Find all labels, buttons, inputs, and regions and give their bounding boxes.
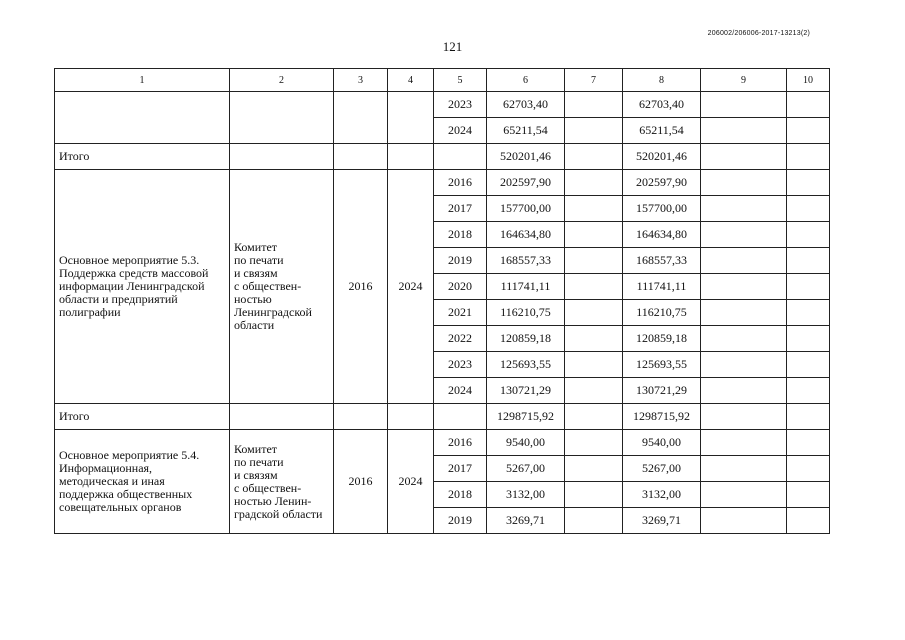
col9-cell [701, 300, 787, 326]
amount-total-cell: 125693,55 [487, 352, 565, 378]
year-cell: 2020 [434, 274, 487, 300]
col7-cell [565, 92, 623, 118]
col10-cell [787, 300, 830, 326]
amount-total-cell: 116210,75 [487, 300, 565, 326]
total-regional-cell: 1298715,92 [623, 404, 701, 430]
total-amount-cell: 520201,46 [487, 144, 565, 170]
empty-cell [434, 404, 487, 430]
year-cell: 2018 [434, 482, 487, 508]
col10-cell [787, 222, 830, 248]
table-row [55, 92, 830, 118]
col-header-5: 5 [434, 69, 487, 92]
col7-cell [565, 274, 623, 300]
budget-table [54, 68, 830, 534]
col10-cell [787, 404, 830, 430]
amount-total-cell: 9540,00 [487, 430, 565, 456]
col10-cell [787, 378, 830, 404]
col7-cell [565, 508, 623, 534]
col7-cell [565, 378, 623, 404]
col9-cell [701, 170, 787, 196]
amount-regional-cell: 164634,80 [623, 222, 701, 248]
col10-cell [787, 274, 830, 300]
amount-total-cell: 3269,71 [487, 508, 565, 534]
col7-cell [565, 144, 623, 170]
year-cell: 2023 [434, 92, 487, 118]
end-year: 2024 [388, 170, 434, 404]
amount-regional-cell: 111741,11 [623, 274, 701, 300]
total-regional-cell: 520201,46 [623, 144, 701, 170]
amount-total-cell: 168557,33 [487, 248, 565, 274]
col7-cell [565, 170, 623, 196]
col10-cell [787, 196, 830, 222]
col10-cell [787, 482, 830, 508]
amount-regional-cell: 120859,18 [623, 326, 701, 352]
col10-cell [787, 170, 830, 196]
year-cell: 2017 [434, 456, 487, 482]
empty-cell [334, 92, 388, 144]
col7-cell [565, 352, 623, 378]
col10-cell [787, 508, 830, 534]
empty-cell [55, 92, 230, 144]
col7-cell [565, 248, 623, 274]
amount-total-cell: 5267,00 [487, 456, 565, 482]
col-header-4: 4 [388, 69, 434, 92]
end-year: 2024 [388, 430, 434, 534]
col-header-2: 2 [230, 69, 334, 92]
col10-cell [787, 92, 830, 118]
col10-cell [787, 326, 830, 352]
col9-cell [701, 378, 787, 404]
year-cell: 2023 [434, 352, 487, 378]
year-cell: 2018 [434, 222, 487, 248]
col7-cell [565, 482, 623, 508]
col-header-9: 9 [701, 69, 787, 92]
col7-cell [565, 404, 623, 430]
document-code: 206002/206006-2017-13213(2) [707, 30, 810, 37]
amount-regional-cell: 157700,00 [623, 196, 701, 222]
year-cell: 2021 [434, 300, 487, 326]
col9-cell [701, 508, 787, 534]
empty-cell [334, 404, 388, 430]
year-cell: 2019 [434, 248, 487, 274]
empty-cell [230, 404, 334, 430]
amount-total-cell: 65211,54 [487, 118, 565, 144]
col-header-1: 1 [55, 69, 230, 92]
empty-cell [388, 92, 434, 144]
col-header-8: 8 [623, 69, 701, 92]
col7-cell [565, 222, 623, 248]
col9-cell [701, 482, 787, 508]
amount-total-cell: 111741,11 [487, 274, 565, 300]
amount-total-cell: 202597,90 [487, 170, 565, 196]
col-header-7: 7 [565, 69, 623, 92]
col-header-6: 6 [487, 69, 565, 92]
col7-cell [565, 430, 623, 456]
col9-cell [701, 430, 787, 456]
amount-total-cell: 3132,00 [487, 482, 565, 508]
page-number: 121 [442, 39, 463, 54]
col7-cell [565, 118, 623, 144]
year-cell: 2024 [434, 378, 487, 404]
col-header-10: 10 [787, 69, 830, 92]
table-row [55, 170, 830, 196]
start-year: 2016 [334, 430, 388, 534]
amount-regional-cell: 3132,00 [623, 482, 701, 508]
total-label: Итого [55, 404, 230, 430]
header-row [55, 69, 830, 92]
amount-regional-cell: 62703,40 [623, 92, 701, 118]
col9-cell [701, 118, 787, 144]
col9-cell [701, 248, 787, 274]
empty-cell [334, 144, 388, 170]
empty-cell [434, 144, 487, 170]
amount-regional-cell: 125693,55 [623, 352, 701, 378]
year-cell: 2024 [434, 118, 487, 144]
col9-cell [701, 456, 787, 482]
col10-cell [787, 456, 830, 482]
amount-total-cell: 62703,40 [487, 92, 565, 118]
year-cell: 2016 [434, 170, 487, 196]
executor-name: Комитет по печати и связям с обществен- ностью Ленинградской области [230, 170, 334, 404]
col10-cell [787, 144, 830, 170]
total-row [55, 404, 830, 430]
start-year: 2016 [334, 170, 388, 404]
total-row [55, 144, 830, 170]
empty-cell [230, 144, 334, 170]
amount-regional-cell: 116210,75 [623, 300, 701, 326]
amount-regional-cell: 130721,29 [623, 378, 701, 404]
amount-total-cell: 157700,00 [487, 196, 565, 222]
col7-cell [565, 456, 623, 482]
col9-cell [701, 274, 787, 300]
amount-regional-cell: 5267,00 [623, 456, 701, 482]
col9-cell [701, 196, 787, 222]
col9-cell [701, 326, 787, 352]
empty-cell [388, 404, 434, 430]
amount-total-cell: 120859,18 [487, 326, 565, 352]
col9-cell [701, 352, 787, 378]
empty-cell [230, 92, 334, 144]
col10-cell [787, 248, 830, 274]
year-cell: 2016 [434, 430, 487, 456]
col9-cell [701, 144, 787, 170]
amount-regional-cell: 9540,00 [623, 430, 701, 456]
amount-regional-cell: 65211,54 [623, 118, 701, 144]
year-cell: 2019 [434, 508, 487, 534]
amount-total-cell: 130721,29 [487, 378, 565, 404]
amount-regional-cell: 3269,71 [623, 508, 701, 534]
col7-cell [565, 196, 623, 222]
col9-cell [701, 92, 787, 118]
col10-cell [787, 430, 830, 456]
empty-cell [388, 144, 434, 170]
activity-name: Основное мероприятие 5.4. Информационная, методическая и иная поддержка общественных совещательных органов [55, 430, 230, 534]
col-header-3: 3 [334, 69, 388, 92]
table-body [55, 69, 830, 534]
executor-name: Комитет по печати и связям с обществен- ностью Ленин- градской области [230, 430, 334, 534]
year-cell: 2022 [434, 326, 487, 352]
col9-cell [701, 222, 787, 248]
col10-cell [787, 118, 830, 144]
total-amount-cell: 1298715,92 [487, 404, 565, 430]
activity-name: Основное мероприятие 5.3. Поддержка средств массовой информации Ленинградской области и предприятий полиграфии [55, 170, 230, 404]
col9-cell [701, 404, 787, 430]
amount-regional-cell: 168557,33 [623, 248, 701, 274]
table-row [55, 430, 830, 456]
amount-total-cell: 164634,80 [487, 222, 565, 248]
amount-regional-cell: 202597,90 [623, 170, 701, 196]
col7-cell [565, 326, 623, 352]
col10-cell [787, 352, 830, 378]
col7-cell [565, 300, 623, 326]
year-cell: 2017 [434, 196, 487, 222]
total-label: Итого [55, 144, 230, 170]
